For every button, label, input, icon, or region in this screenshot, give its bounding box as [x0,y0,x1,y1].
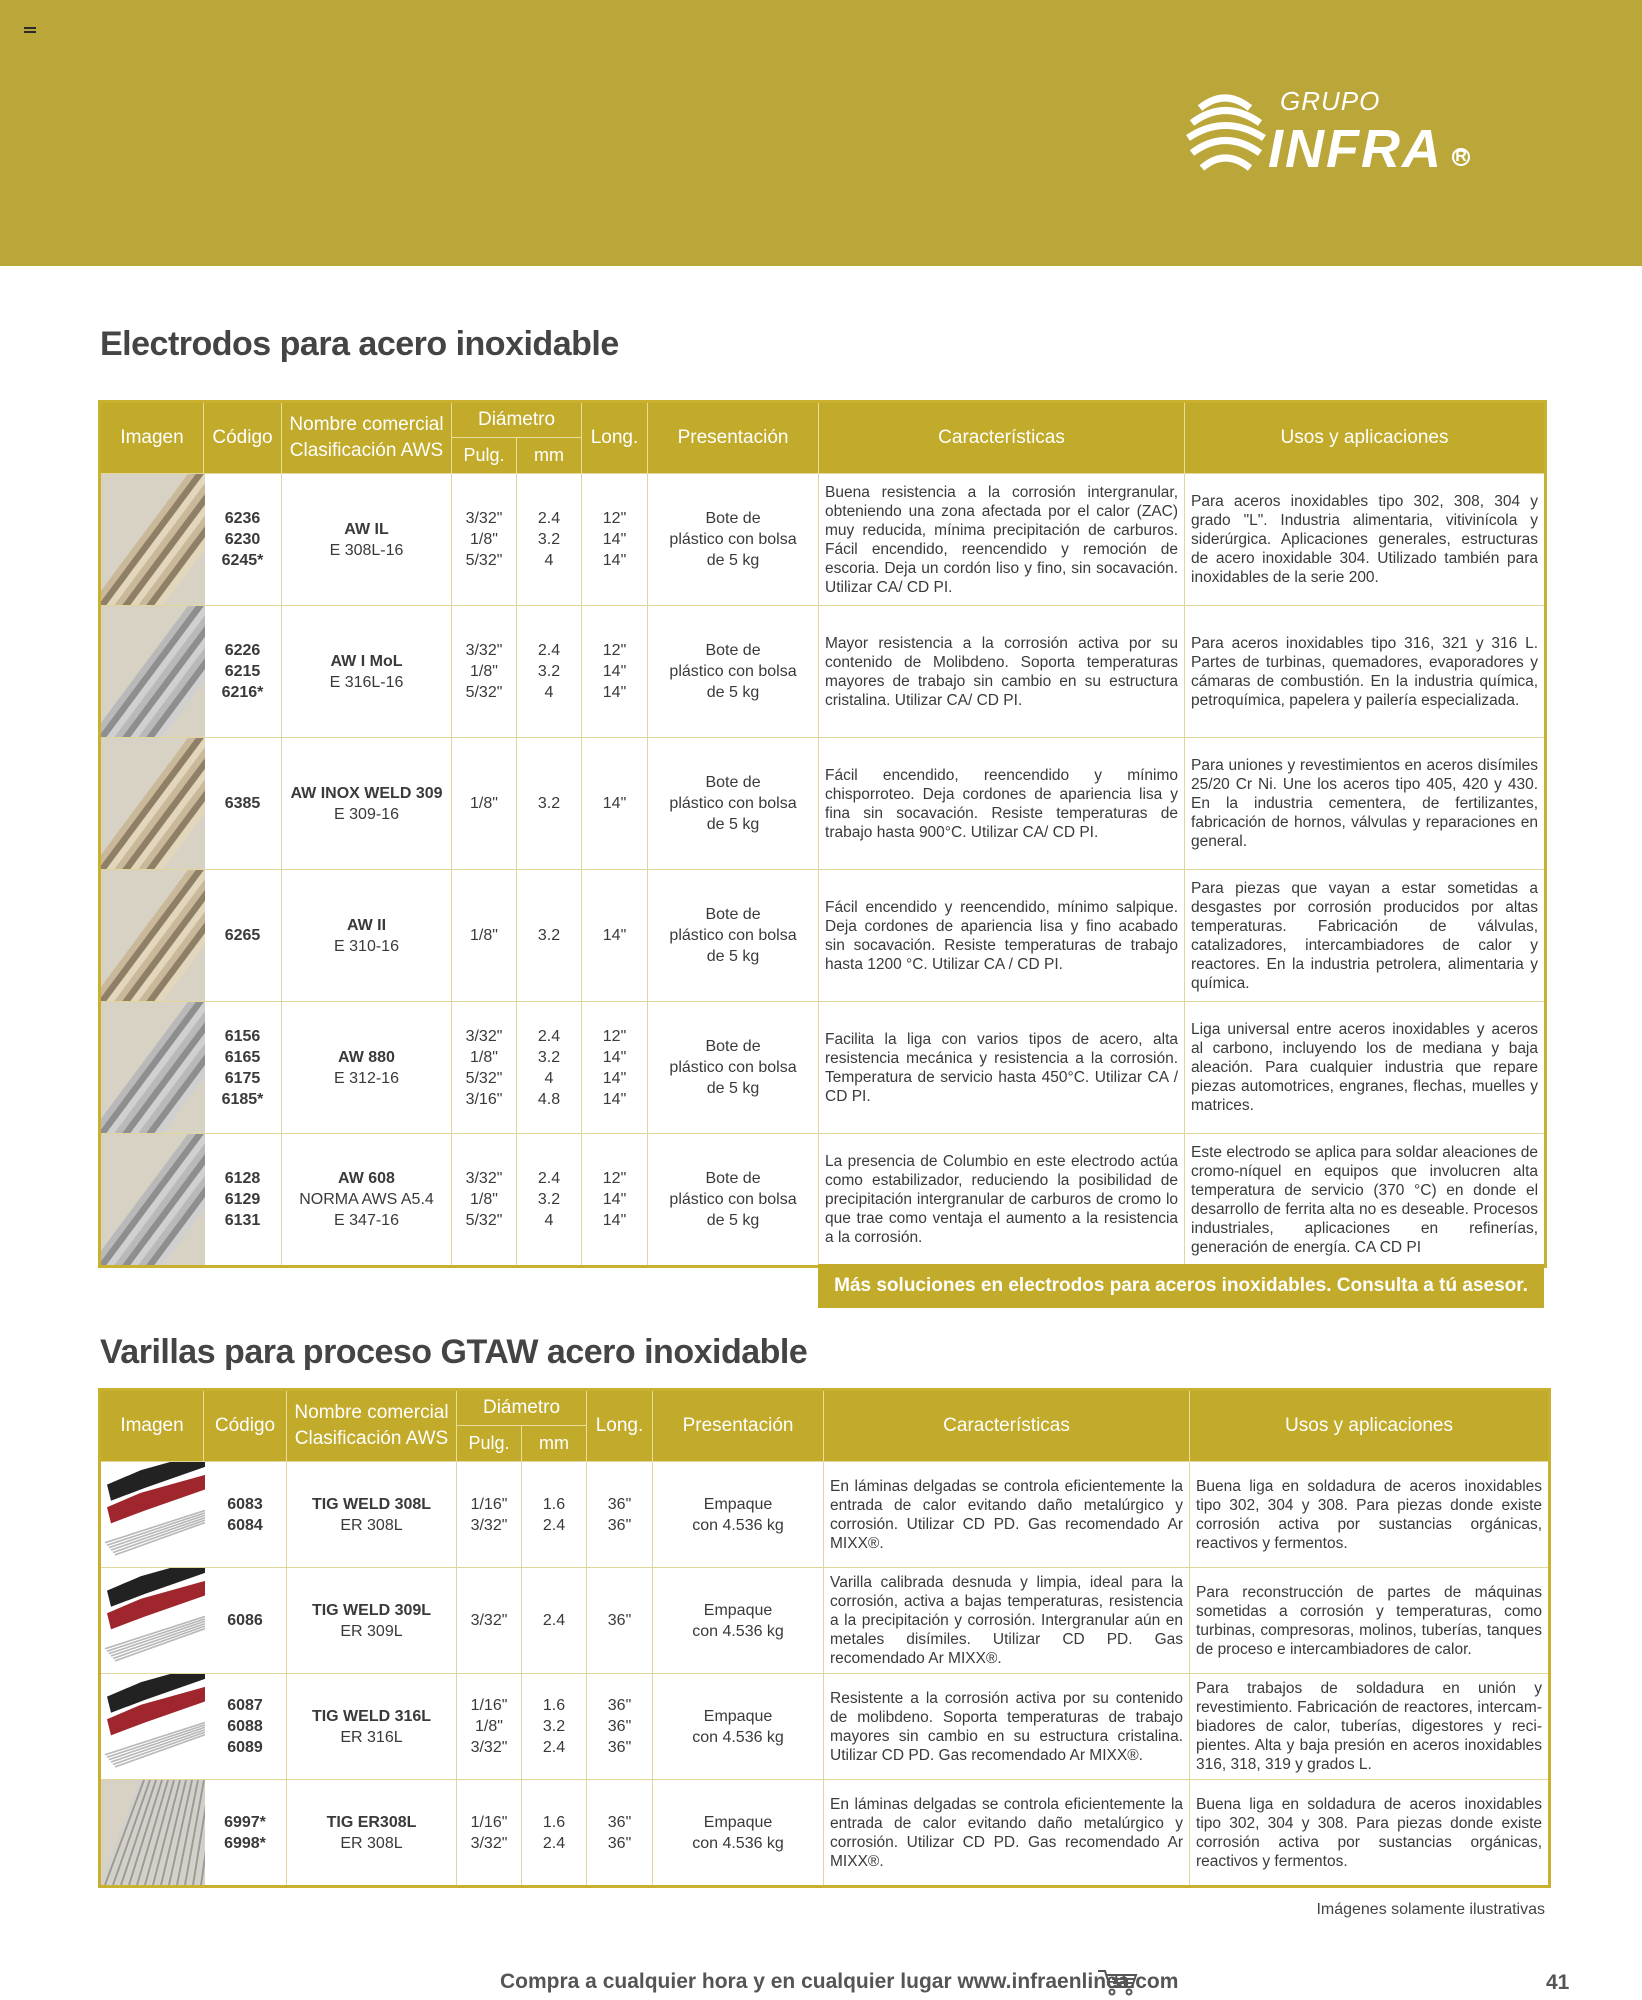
table-row [100,1134,1546,1267]
cell-line: 14" [602,684,627,701]
cell-line: 14" [602,1090,627,1108]
product-image [100,474,204,606]
cell-line: 14" [602,1212,627,1229]
cell-line: 14" [602,1191,627,1208]
cell-line: plástico con bolsa [669,663,797,680]
uses-text: Buena liga en soldadura de aceros inoxidables tipo 302, 304 y 308. Para piezas donde existe corrosión activa por sustancias orgánicas, reactivos y fermentos. [1196,1795,1543,1870]
uses-text: Para trabajos de soldadura en unión y revestimiento. Fabricación de reactores, intercam-biadores de calor, tuberías, digestores y reci-pientes. Alta y baja presión en aceros inoxidables 316, 318, 319 y grados L. [1196,1680,1543,1773]
product-name [287,1780,457,1887]
cell-line: 3.2 [537,531,561,548]
col-pulg: Pulg. [457,1426,522,1462]
aws-class: ER 308L [340,1834,403,1852]
cell-line: plástico con bolsa [669,531,797,548]
cell-line: 1.6 [542,1813,566,1831]
cell-line: Empaque [703,1601,773,1619]
product-image [100,1780,204,1887]
diameter-pulg [452,738,517,870]
characteristics [824,1674,1190,1780]
cell-line: 1/16" [470,1697,508,1714]
col-pulg: Pulg. [452,438,517,474]
diameter-mm [517,474,582,606]
cell-line: 5/32" [465,552,503,569]
cell-line: 4.8 [537,1090,561,1108]
cell-line: de 5 kg [706,816,760,833]
cell-line: 6084 [227,1516,263,1534]
characteristics-text: Mayor resistencia a la corrosión activa por su contenido de Molibdeno. Soporta temperaturas mayores de trabajo sin cambio en su estructura cristalina. Utilizar CA/ CD PI. [825,634,1179,709]
col-mm: mm [522,1426,587,1462]
cell-line: Bote de [705,510,761,527]
cell-line: Empaque [703,1495,773,1513]
cell-line: 14" [602,1048,627,1066]
trade-name: TIG ER308L [326,1813,417,1831]
cell-line: 3.2 [537,795,561,812]
cell-line: 3/32" [465,510,503,527]
uses-text: Para piezas que vayan a estar sometidas a desgastes por corrosión producidos por altas temperaturas. Fabricación de válvulas, catalizadores, intercambiadores de calor y reactores. En la industria petrolera, alimentaria y química. [1191,879,1539,992]
cell-line: 3/32" [470,1612,508,1629]
diameter-mm [517,1002,582,1134]
cell-line: 2.4 [542,1739,566,1756]
trade-name: AW 880 [338,1048,395,1066]
cell-line: 14" [602,927,627,944]
menu-icon[interactable] [24,27,36,37]
col-long: Long. [587,1390,653,1462]
col-mm: mm [517,438,582,474]
cell-line: 2.4 [537,1170,561,1187]
presentation [648,474,819,606]
cell-line: 4 [544,1212,554,1229]
cell-line: 6129 [224,1191,261,1208]
product-codes [204,1134,282,1267]
page-number: 41 [1546,1971,1570,1994]
trade-name: AW IL [344,520,389,538]
trade-name: AW I MoL [330,652,403,670]
col-imagen: Imagen [100,1390,204,1462]
cell-line: 6185* [221,1090,264,1108]
cell-line: 6165 [224,1048,261,1066]
length [587,1462,653,1568]
cell-line: 6131 [224,1212,261,1229]
cell-line: 1/8" [470,663,498,680]
cell-line: 5/32" [465,1212,503,1229]
characteristics [819,870,1185,1002]
cell-line: 6998* [224,1834,266,1852]
characteristics-text: Fácil encendido, reencendido y mínimo chisporroteo. Deja cordones de apariencia lisa y fina sin socavación. Resiste temperaturas de trabajo hasta 900°C. Utilizar CA/ CD PI. [825,766,1179,841]
characteristics [824,1568,1190,1674]
cell-line: 6215 [224,663,261,680]
cell-line: 3/32" [470,1739,508,1756]
presentation [648,1134,819,1267]
cell-line: 1/8" [475,1718,503,1735]
diameter-mm [522,1780,587,1887]
col-caracteristicas: Características [824,1390,1190,1462]
characteristics-text: Facilita la liga con varios tipos de acero, alta resistencia mecánica y resistencia a la corrosión. Temperatura de servicio hasta 450°C. Utilizar CA / CD PI. [825,1030,1179,1105]
trade-name: TIG WELD 316L [311,1707,432,1725]
diameter-pulg [452,1134,517,1267]
cell-line: de 5 kg [706,552,760,569]
col-diametro: Diámetro [452,402,582,438]
cell-line: Bote de [705,774,761,791]
cell-line: 36" [607,1516,632,1534]
cell-line: 1/8" [470,531,498,548]
uses [1185,606,1546,738]
product-image [100,606,204,738]
trade-name: AW INOX WELD 309 [290,784,443,802]
shopping-cart-icon [1096,1968,1138,1996]
cell-line: Empaque [703,1813,773,1831]
col-nombre-2: Clasificación AWS [289,440,444,461]
cell-line: 1.6 [542,1697,566,1714]
aws-class: ER 308L [340,1516,403,1534]
cell-line: 1/16" [470,1495,508,1513]
aws-class: E 310-16 [334,937,399,955]
cell-line: 6156 [224,1027,261,1045]
product-codes [204,1780,287,1887]
characteristics-text: En láminas delgadas se controla eficientemente la entrada de calor evitando daño metalúrgico y corrosión. Utilizar CD PD. Gas recomendado Ar MIXX®. [830,1795,1184,1870]
col-imagen: Imagen [100,402,204,474]
cell-line: de 5 kg [706,948,760,965]
table-row [100,1780,1550,1887]
product-name [282,1134,452,1267]
length [582,474,648,606]
cell-line: Bote de [705,1170,761,1187]
registered-mark: R [1452,148,1470,166]
cell-line: 12" [602,1170,627,1187]
cell-line: 36" [607,1739,632,1756]
cell-line: de 5 kg [706,1080,760,1097]
aws-class: E 309-16 [334,805,399,823]
cell-line: 6088 [227,1718,263,1735]
col-usos: Usos y aplicaciones [1190,1390,1550,1462]
uses [1185,1002,1546,1134]
cell-line: 4 [544,1069,554,1087]
product-name [287,1674,457,1780]
cell-line: Empaque [703,1707,773,1725]
cell-line: 3.2 [537,663,561,680]
cell-line: 5/32" [465,1069,503,1087]
trade-name: AW 608 [338,1170,395,1187]
cell-line: 3/32" [465,1027,503,1045]
grupo-infra-logo [1180,80,1480,190]
electrodos-table [98,400,1547,1268]
characteristics-text: Buena resistencia a la corrosión intergranular, obteniendo una zona afectada por el calor (ZAC) muy reducida, mínima precipitación de carburos. Fácil encendido, reencendido y remoción de escoria. Deja un cordón liso y fino, sin socavación. Utilizar CA/ CD PI. [825,483,1179,596]
product-name [287,1568,457,1674]
aws-class: ER 309L [340,1622,403,1640]
diameter-pulg [457,1780,522,1887]
cell-line: 6997* [224,1813,266,1831]
product-name [287,1462,457,1568]
cell-line: 36" [607,1813,632,1831]
cell-line: 14" [602,1069,627,1087]
characteristics [819,474,1185,606]
product-image [100,1674,204,1780]
product-image [100,1002,204,1134]
cell-line: plástico con bolsa [669,927,797,944]
col-diametro: Diámetro [457,1390,587,1426]
product-codes [204,1568,287,1674]
product-name [282,738,452,870]
diameter-mm [517,606,582,738]
product-codes [204,1462,287,1568]
length [582,606,648,738]
cell-line: 3.2 [537,927,561,944]
cell-line: 1/8" [470,927,498,944]
characteristics [824,1462,1190,1568]
uses [1185,1134,1546,1267]
diameter-pulg [452,870,517,1002]
table-row [100,474,1546,606]
presentation [653,1674,824,1780]
product-image [100,738,204,870]
cell-line: 2.4 [537,1027,561,1045]
diameter-mm [522,1462,587,1568]
product-codes [204,738,282,870]
product-image [100,1462,204,1568]
characteristics-text: En láminas delgadas se controla eficientemente la entrada de calor evitando daño metalúrgico y corrosión. Utilizar CD PD. Gas recomendado Ar MIXX®. [830,1477,1184,1552]
uses [1185,870,1546,1002]
cell-line: 14" [602,552,627,569]
uses-text: Liga universal entre aceros inoxidables y aceros al carbono, incluyendo los de mediana y baja aleación. Para cualquier industria que repare piezas automotrices, engranes, flechas, muelles y matrices. [1191,1021,1539,1114]
presentation [648,870,819,1002]
cell-line: con 4.536 kg [692,1516,784,1534]
cell-line: 4 [544,552,554,569]
cell-line: 14" [602,795,627,812]
aws-class-2: E 347-16 [334,1212,399,1229]
product-name [282,606,452,738]
presentation [648,606,819,738]
product-image [100,870,204,1002]
cell-line: 6385 [224,795,261,812]
characteristics [819,1002,1185,1134]
cell-line: 6226 [224,642,261,659]
cell-line: 1/8" [470,1048,498,1066]
characteristics-text: Fácil encendido y reencendido, mínimo salpique. Deja cordones de apariencia lisa y fino acabado sin socavación. Resiste temperaturas de trabajo hasta 1200 °C. Utilizar CA / CD PI. [825,898,1179,973]
footer-link-text[interactable]: Compra a cualquier hora y en cualquier lugar www.infraenlinea.com [500,1970,1179,1993]
cell-line: 2.4 [542,1516,566,1534]
length [587,1674,653,1780]
cell-line: 2.4 [542,1834,566,1852]
characteristics [819,606,1185,738]
presentation [653,1568,824,1674]
cell-line: 6086 [227,1612,263,1629]
cell-line: de 5 kg [706,1212,760,1229]
cell-line: con 4.536 kg [692,1622,784,1640]
col-caracteristicas: Características [819,402,1185,474]
trade-name: AW II [346,916,387,934]
varillas-table [98,1388,1551,1888]
characteristics [824,1780,1190,1887]
col-presentacion: Presentación [653,1390,824,1462]
length [587,1780,653,1887]
uses [1190,1462,1550,1568]
uses [1185,474,1546,606]
cell-line: 6083 [227,1495,263,1513]
cell-line: Bote de [705,906,761,923]
diameter-mm [517,870,582,1002]
length [582,1134,648,1267]
cell-line: 3/32" [470,1834,508,1852]
aws-class: NORMA AWS A5.4 [299,1191,434,1208]
diameter-pulg [452,606,517,738]
presentation [648,738,819,870]
cell-line: 6087 [227,1697,263,1714]
table-row [100,738,1546,870]
cell-line: plástico con bolsa [669,1191,797,1208]
cell-line: con 4.536 kg [692,1728,784,1746]
uses [1190,1568,1550,1674]
col-long: Long. [582,402,648,474]
table-row [100,1462,1550,1568]
characteristics [819,1134,1185,1267]
col-codigo: Código [204,402,282,474]
diameter-mm [522,1568,587,1674]
cell-line: 2.4 [537,510,561,527]
uses [1190,1780,1550,1887]
cell-line: Bote de [705,1038,761,1055]
col-nombre-1: Nombre comercial [289,414,444,435]
cell-line: 2.4 [542,1612,566,1629]
logo-infra-text: INFRA [1268,119,1443,179]
cell-line: Bote de [705,642,761,659]
cell-line: 36" [607,1495,632,1513]
uses-text: Para aceros inoxidables tipo 316, 321 y 316 L. Partes de turbinas, quemadores, evaporadores y cámaras de combustión. En la industria química, petroquímica, papelera y pailería especializada. [1191,634,1539,709]
cell-line: 14" [602,663,627,680]
length [582,870,648,1002]
length [587,1568,653,1674]
diameter-mm [522,1674,587,1780]
cell-line: 2.4 [537,642,561,659]
cell-line: 6236 [224,510,261,527]
cell-line: 6175 [224,1069,261,1087]
cell-line: 6245* [221,552,264,569]
cell-line: 36" [607,1697,632,1714]
section-title-varillas: Varillas para proceso GTAW acero inoxidable [100,1333,808,1371]
cell-line: 36" [607,1834,632,1852]
cell-line: 12" [602,642,627,659]
col-codigo: Código [204,1390,287,1462]
diameter-pulg [457,1674,522,1780]
cell-line: plástico con bolsa [669,1059,797,1076]
header-banner [0,0,1642,266]
cell-line: 3.2 [537,1191,561,1208]
section-title-electrodos: Electrodos para acero inoxidable [100,325,619,363]
length [582,738,648,870]
product-name [282,474,452,606]
cell-line: 6265 [224,927,261,944]
presentation [653,1462,824,1568]
image-disclaimer: Imágenes solamente ilustrativas [1316,1901,1545,1918]
uses-text: Para reconstrucción de partes de máquinas sometidas a corrosión y temperaturas, como turbinas, compresoras, molinos, tuberías, tanques de proceso e intercambiadores de calor. [1196,1583,1543,1658]
aws-class: ER 316L [340,1728,403,1746]
col-nombre [282,402,452,474]
infra-logo-mark-icon [1180,88,1270,188]
diameter-pulg [457,1568,522,1674]
cell-line: 3/16" [465,1090,503,1108]
table-row [100,1674,1550,1780]
cell-line: 5/32" [465,684,503,701]
cell-line: 1/8" [470,795,498,812]
diameter-pulg [452,474,517,606]
cell-line: 36" [607,1612,632,1629]
cell-line: 14" [602,531,627,548]
uses [1190,1674,1550,1780]
col-nombre [287,1390,457,1462]
cell-line: de 5 kg [706,684,760,701]
cell-line: 36" [607,1718,632,1735]
col-nombre-1: Nombre comercial [294,1402,449,1423]
product-name [282,1002,452,1134]
product-codes [204,474,282,606]
table-row [100,1568,1550,1674]
trade-name: TIG WELD 308L [311,1495,432,1513]
diameter-pulg [457,1462,522,1568]
table-row [100,606,1546,738]
table-row [100,1002,1546,1134]
cell-line: 1.6 [542,1495,566,1513]
col-nombre-2: Clasificación AWS [294,1428,449,1449]
cell-line: 3.2 [542,1718,566,1735]
cell-line: 3.2 [537,1048,561,1066]
product-codes [204,1674,287,1780]
characteristics-text: Varilla calibrada desnuda y limpia, ideal para la corrosión, activa a bajas temperaturas, resistencia a la precipitación y corrosión. Intergranular aún en metales disímiles. Utilizar CD PD. Gas recomendado Ar MIXX®. [830,1574,1184,1667]
aws-class: E 308L-16 [329,541,404,559]
product-image [100,1568,204,1674]
cell-line: 6128 [224,1170,261,1187]
product-codes [204,870,282,1002]
cell-line: 3/32" [470,1516,508,1534]
uses [1185,738,1546,870]
uses-text: Para uniones y revestimientos en aceros disímiles 25/20 Cr Ni. Une los aceros tipo 405, 420 y 430. En la industria cementera, de fertilizantes, fabricación de hornos, válvulas y reparaciones en general. [1191,757,1539,850]
presentation [648,1002,819,1134]
diameter-mm [517,1134,582,1267]
cell-line: 3/32" [465,642,503,659]
product-name [282,870,452,1002]
characteristics-text: La presencia de Columbio en este electrodo actúa como estabilizador, reduciendo la posibilidad de precipitación intergranular de carburos de cromo lo que trae como ventaja el aumento a la resistencia a la corrosión. [825,1153,1179,1246]
cell-line: plástico con bolsa [669,795,797,812]
product-image [100,1134,204,1267]
electrodos-footer-banner: Más soluciones en electrodos para aceros inoxidables. Consulta a tú asesor. [818,1264,1544,1308]
length [582,1002,648,1134]
cell-line: 1/8" [470,1191,498,1208]
cell-line: con 4.536 kg [692,1834,784,1852]
characteristics [819,738,1185,870]
col-presentacion: Presentación [648,402,819,474]
cell-line: 6216* [221,684,264,701]
characteristics-text: Resistente a la corrosión activa por su contenido de molibdeno. Soporta temperaturas de trabajo mayores sin cambio en su estructura cristalina. Utilizar CD PD. Gas recomendado Ar MIXX®. [830,1689,1184,1764]
logo-grupo-text: GRUPO [1280,86,1381,116]
cell-line: 6089 [227,1739,263,1756]
cell-line: 12" [602,510,627,527]
diameter-pulg [452,1002,517,1134]
col-usos: Usos y aplicaciones [1185,402,1546,474]
aws-class: E 316L-16 [329,673,404,691]
uses-text: Este electrodo se aplica para soldar aleaciones de cromo-níquel en equipos que involucren alta temperatura de servicio (370 °C) en donde el desarrollo de ferrita alta no es deseable. Procesos industriales, aplicaciones en refinerías, generación de energía. CA CD PI [1191,1143,1539,1256]
cell-line: 4 [544,684,554,701]
table-row [100,870,1546,1002]
trade-name: TIG WELD 309L [311,1601,432,1619]
product-codes [204,1002,282,1134]
diameter-mm [517,738,582,870]
cell-line: 1/16" [470,1813,508,1831]
presentation [653,1780,824,1887]
uses-text: Para aceros inoxidables tipo 302, 308, 304 y grado "L". Industria alimentaria, vitivinícola y siderúrgica. Aplicaciones generales, estructuras de acero inoxidable 304. Utilizado también para inoxidables de la serie 200. [1191,493,1539,586]
aws-class: E 312-16 [334,1069,399,1087]
product-codes [204,606,282,738]
uses-text: Buena liga en soldadura de aceros inoxidables tipo 302, 304 y 308. Para piezas donde existe corrosión activa por sustancias orgánicas, reactivos y fermentos. [1196,1477,1543,1552]
cell-line: 3/32" [465,1170,503,1187]
cell-line: 12" [602,1027,627,1045]
cell-line: 6230 [224,531,261,548]
